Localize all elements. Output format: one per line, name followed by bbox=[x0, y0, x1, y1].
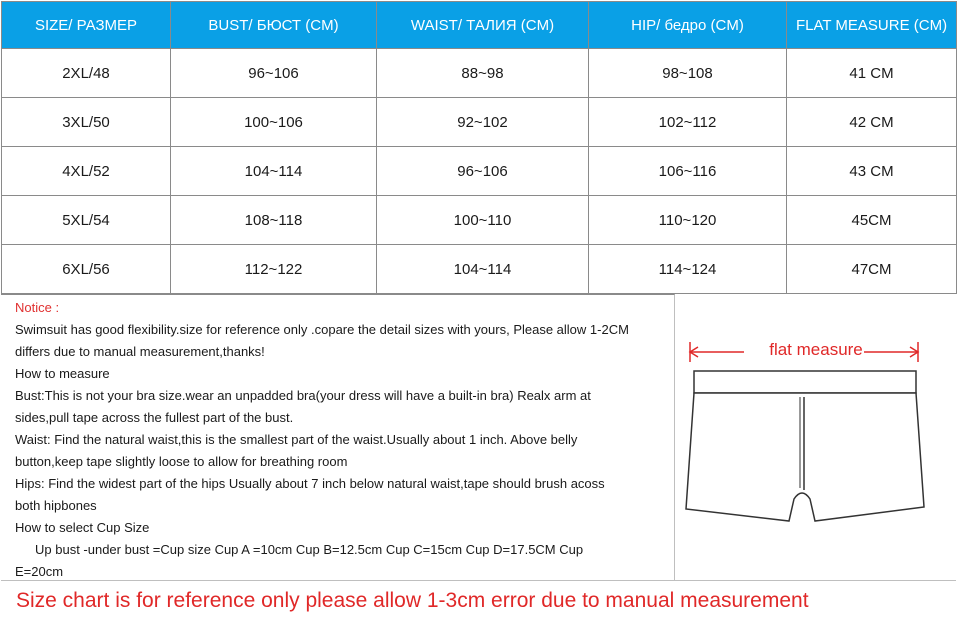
waistband-icon bbox=[694, 371, 916, 393]
notice-section bbox=[1, 294, 675, 580]
table-row bbox=[2, 98, 957, 147]
cell-waist: 100~110 bbox=[377, 196, 589, 245]
notice-line: differs due to manual measurement,thanks! bbox=[15, 344, 265, 359]
cell-hip: 106~116 bbox=[589, 147, 787, 196]
cup-size-line: Up bust -under bust =Cup size Cup A =10cm Cup B=12.5cm Cup C=15cm Cup D=17.5CM Cup bbox=[35, 542, 584, 557]
notice-line: Swimsuit has good flexibility.size for reference only .copare the detail sizes with yours, Please allow 1-2CM bbox=[15, 322, 629, 337]
cell-waist: 88~98 bbox=[377, 49, 589, 98]
cell-waist: 96~106 bbox=[377, 147, 589, 196]
notice-title: Notice : bbox=[15, 300, 60, 315]
table-row bbox=[2, 147, 957, 196]
notice-line: How to select Cup Size bbox=[15, 520, 150, 535]
notice-line: Hips: Find the widest part of the hips Usually about 7 inch below natural waist,tape should brush acoss bbox=[15, 476, 605, 491]
size-table bbox=[1, 1, 957, 294]
shorts-icon bbox=[686, 393, 924, 521]
cell-bust: 100~106 bbox=[171, 98, 377, 147]
notice-line: How to measure bbox=[15, 366, 110, 381]
header-size: SIZE/ РАЗМЕР bbox=[2, 2, 171, 49]
cell-hip: 110~120 bbox=[589, 196, 787, 245]
notice-line: button,keep tape slightly loose to allow for breathing room bbox=[15, 454, 348, 469]
table-row bbox=[2, 49, 957, 98]
cell-waist: 104~114 bbox=[377, 245, 589, 294]
flat-measure-label: flat measure bbox=[769, 340, 863, 359]
cell-bust: 112~122 bbox=[171, 245, 377, 294]
header-hip: HIP/ бедро (CM) bbox=[589, 2, 787, 49]
cell-size: 2XL/48 bbox=[2, 49, 171, 98]
divider bbox=[1, 580, 956, 581]
disclaimer-text: Size chart is for reference only please allow 1-3cm error due to manual measurement bbox=[16, 589, 809, 612]
cell-bust: 104~114 bbox=[171, 147, 377, 196]
table-row bbox=[2, 245, 957, 294]
cell-flat-measure: 43 CM bbox=[787, 147, 957, 196]
notice-line: both hipbones bbox=[15, 498, 97, 513]
header-bust: BUST/ БЮСТ (CM) bbox=[171, 2, 377, 49]
notice-line: Bust:This is not your bra size.wear an unpadded bra(your dress will have a built-in bra) Realx arm at bbox=[15, 388, 591, 403]
notice-line: sides,pull tape across the fullest part of the bust. bbox=[15, 410, 294, 425]
cell-flat-measure: 42 CM bbox=[787, 98, 957, 147]
table-header-row bbox=[2, 2, 957, 49]
cell-hip: 98~108 bbox=[589, 49, 787, 98]
shorts-illustration bbox=[676, 295, 956, 580]
cell-size: 4XL/52 bbox=[2, 147, 171, 196]
cell-flat-measure: 41 CM bbox=[787, 49, 957, 98]
cell-bust: 108~118 bbox=[171, 196, 377, 245]
notice-line: Waist: Find the natural waist,this is the smallest part of the waist.Usually about 1 inch. Above belly bbox=[15, 432, 578, 447]
header-flat-measure: FLAT MEASURE (CM) bbox=[787, 2, 957, 49]
table-row bbox=[2, 196, 957, 245]
cell-flat-measure: 45CM bbox=[787, 196, 957, 245]
cell-size: 5XL/54 bbox=[2, 196, 171, 245]
cell-size: 6XL/56 bbox=[2, 245, 171, 294]
flat-measure-diagram bbox=[676, 295, 956, 580]
cell-size: 3XL/50 bbox=[2, 98, 171, 147]
cell-hip: 114~124 bbox=[589, 245, 787, 294]
header-waist: WAIST/ ТАЛИЯ (CM) bbox=[377, 2, 589, 49]
cell-flat-measure: 47CM bbox=[787, 245, 957, 294]
cell-waist: 92~102 bbox=[377, 98, 589, 147]
cell-hip: 102~112 bbox=[589, 98, 787, 147]
cell-bust: 96~106 bbox=[171, 49, 377, 98]
cup-size-line: E=20cm bbox=[15, 564, 64, 579]
